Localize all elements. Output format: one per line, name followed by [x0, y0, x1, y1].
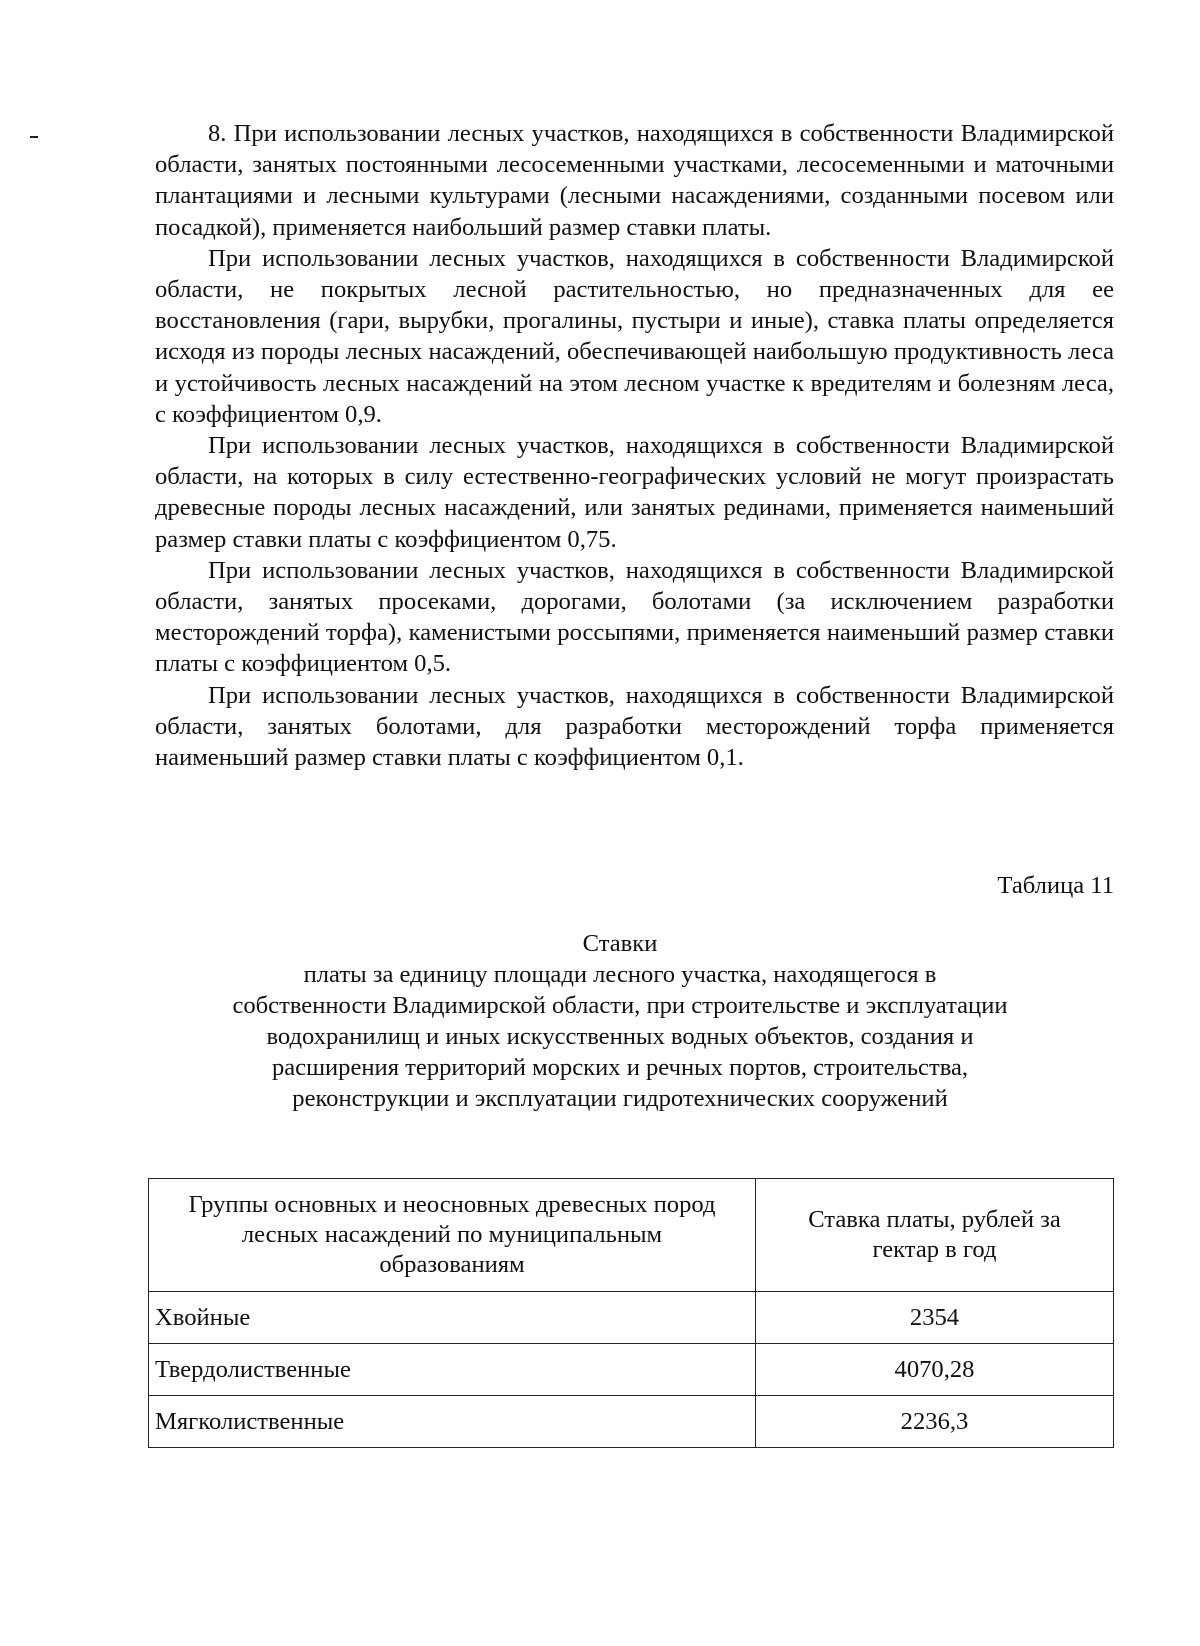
table-title [200, 928, 1040, 1114]
body-text [155, 118, 1114, 773]
margin-mark [30, 136, 38, 138]
row-value: 4070,28 [756, 1344, 1114, 1396]
table-header-row [149, 1179, 1114, 1292]
table-row [149, 1344, 1114, 1396]
table-subheading: платы за единицу площади лесного участка, находящегося в собственности Владимирской области, при строительстве и эксплуатации водохранилищ и иных искусственных водных объектов, создания и расширения территорий морских и речных портов, строительства, реконструкции и эксплуатации гидротехнических сооружений [232, 961, 1008, 1112]
header-group: Группы основных и неосновных древесных пород лесных насаждений по муниципальным образованиям [149, 1179, 756, 1292]
paragraph-peat: При использовании лесных участков, находящихся в собственности Владимирской области, занятых болотами, для разработки месторождений торфа применяется наименьший размер ставки платы с коэффициентом 0,1. [155, 681, 1114, 772]
paragraph-unforested: При использовании лесных участков, находящихся в собственности Владимирской области, не покрытых лесной растительностью, но предназначенных для ее восстановления (гари, вырубки, прогалины, пустыри и иные), ставка платы определяется исходя из породы лесных насаждений, обеспечивающей наибольшую продуктивность леса и устойчивость лесных насаждений на этом лесном участке к вредителям и болезням леса, с коэффициентом 0,9. [155, 244, 1114, 428]
header-rate: Ставка платы, рублей за гектар в год [756, 1179, 1114, 1292]
paragraph-sparse-forest: При использовании лесных участков, находящихся в собственности Владимирской области, на которых в силу естественно-географических условий не могут произрастать древесные породы лесных насаждений, или занятых рединами, применяется наименьший размер ставки платы с коэффициентом 0,75. [155, 432, 1114, 553]
row-value: 2354 [756, 1292, 1114, 1344]
rates-table [148, 1178, 1114, 1448]
table-row [149, 1292, 1114, 1344]
table-row [149, 1396, 1114, 1448]
table-number: Таблица 11 [997, 872, 1114, 899]
row-value: 2236,3 [756, 1396, 1114, 1448]
paragraph-clearings-roads: При использовании лесных участков, находящихся в собственности Владимирской области, занятых просеками, дорогами, болотами (за исключением разработки месторождений торфа), каменистыми россыпями, применяется наименьший размер ставки платы с коэффициентом 0,5. [155, 556, 1114, 678]
row-name: Твердолиственные [149, 1344, 756, 1396]
row-name: Хвойные [149, 1292, 756, 1344]
paragraph-8: 8. При использовании лесных участков, находящихся в собственности Владимирской области, занятых постоянными лесосеменными участками, лесосеменными и маточными плантациями и лесными культурами (лесными насаждениями, созданными посевом или посадкой), применяется наибольший размер ставки платы. [155, 120, 1114, 241]
table-heading: Ставки [582, 930, 658, 957]
row-name: Мягколиственные [149, 1396, 756, 1448]
